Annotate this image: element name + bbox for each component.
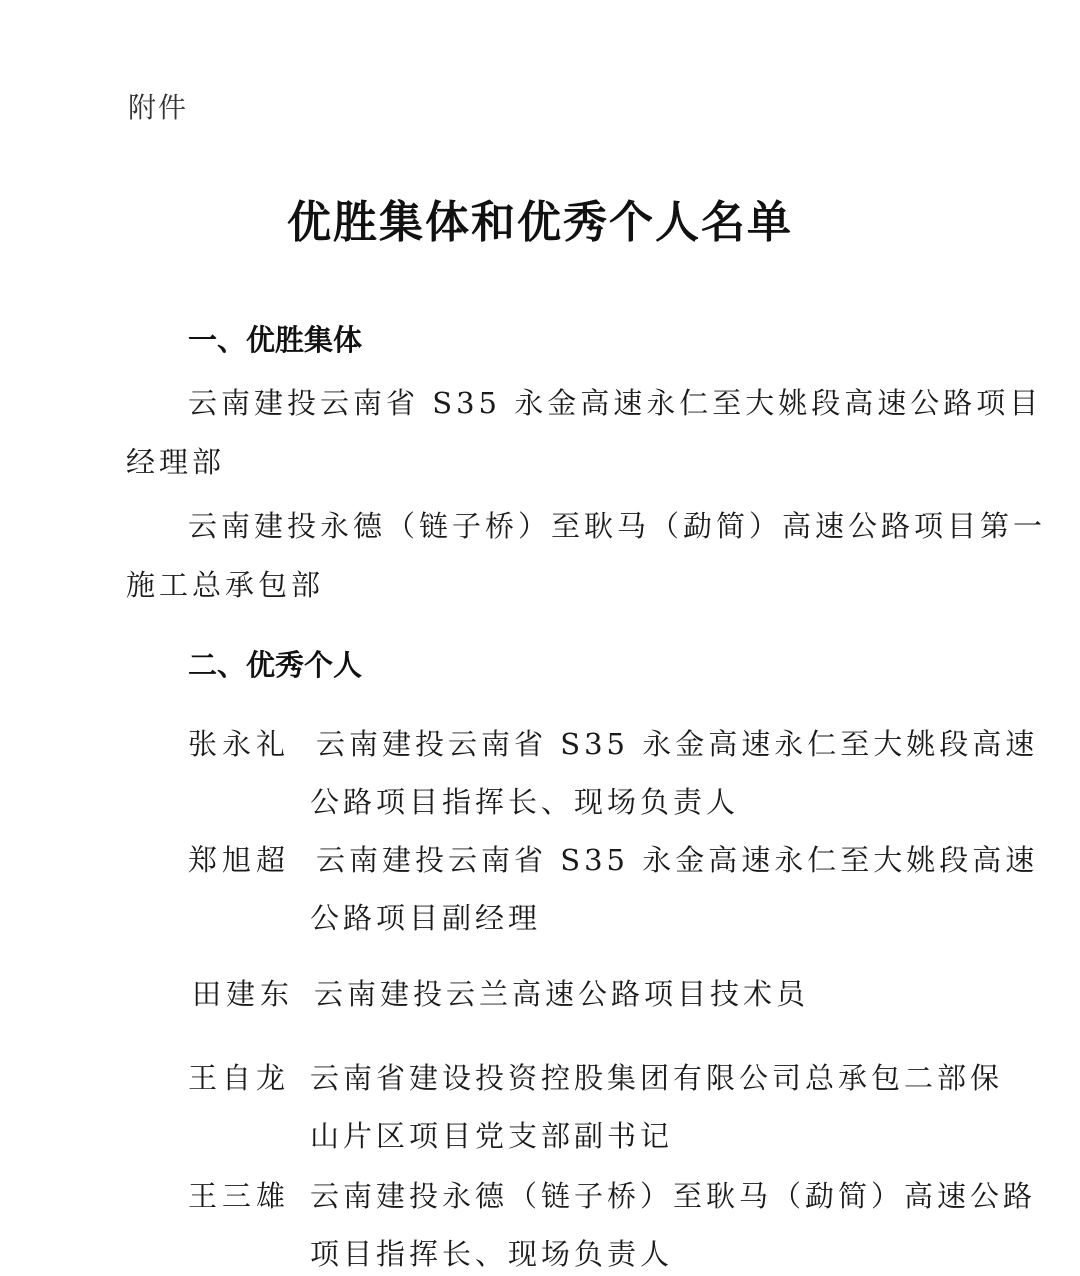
collective-item-1-line1: 云南建投云南省 S35 永金高速永仁至大姚段高速公路项目 <box>188 386 1043 420</box>
person-4-desc-line2: 山片区项目党支部副书记 <box>310 1119 674 1153</box>
document-title: 优胜集体和优秀个人名单 <box>287 197 793 248</box>
person-1-desc-line1: 云南建投云南省 S35 永金高速永仁至大姚段高速 <box>316 727 1039 761</box>
person-2-name: 郑旭超 <box>188 843 291 877</box>
person-4-desc-line1: 云南省建设投资控股集团有限公司总承包二部保 <box>310 1061 1004 1095</box>
person-1-name: 张永礼 <box>188 727 291 761</box>
collective-item-2-line2: 施工总承包部 <box>126 568 325 602</box>
person-5-name: 王三雄 <box>188 1179 291 1213</box>
person-2-desc-line1: 云南建投云南省 S35 永金高速永仁至大姚段高速 <box>316 843 1039 877</box>
person-5-desc-line2: 项目指挥长、现场负责人 <box>310 1237 674 1271</box>
attachment-label: 附件 <box>128 91 189 124</box>
person-1-desc-line2: 公路项目指挥长、现场负责人 <box>310 785 740 819</box>
person-4-name: 王自龙 <box>188 1061 291 1095</box>
collective-item-1-line2: 经理部 <box>126 445 226 479</box>
section-heading-collectives: 一、优胜集体 <box>188 323 363 357</box>
person-2-desc-line2: 公路项目副经理 <box>310 901 542 935</box>
person-3-desc-line1: 云南建投云兰高速公路项目技术员 <box>314 977 810 1011</box>
collective-item-2-line1: 云南建投永德（链子桥）至耿马（勐简）高速公路项目第一 <box>188 509 1047 543</box>
person-3-name: 田建东 <box>192 977 295 1011</box>
person-5-desc-line1: 云南建投永德（链子桥）至耿马（勐简）高速公路 <box>310 1179 1037 1213</box>
section-heading-individuals: 二、优秀个人 <box>188 648 363 682</box>
